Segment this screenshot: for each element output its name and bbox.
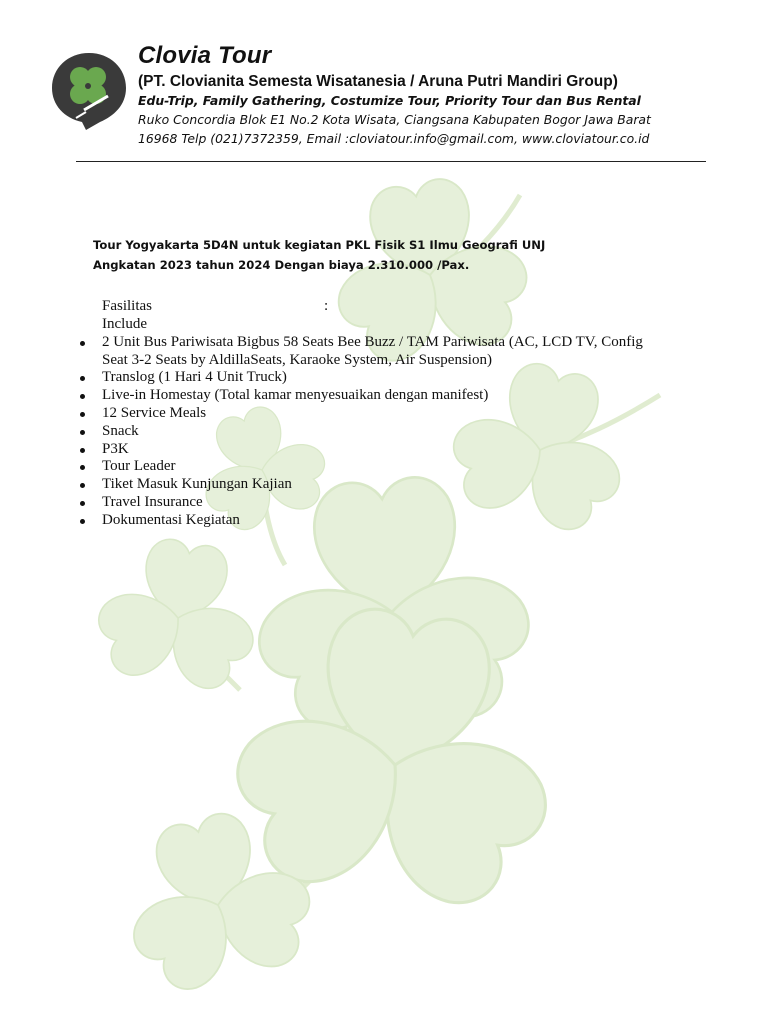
list-item-text: Dokumentasi Kegiatan — [102, 511, 240, 528]
include-list — [80, 334, 660, 530]
company-address — [138, 110, 698, 148]
header-divider — [76, 161, 706, 162]
list-item — [80, 334, 660, 370]
list-item-text: Tour Leader — [102, 458, 176, 475]
address-line-2: 16968 Telp (021)7372359, Email :cloviatour.info@gmail.com, www.cloviatour.co.id — [138, 131, 650, 146]
facilities-section — [80, 298, 660, 530]
bullet-icon — [80, 430, 85, 435]
list-item — [80, 441, 660, 459]
list-item — [80, 512, 660, 530]
list-item-text: 2 Unit Bus Pariwisata Bigbus 58 Seats Bee Buzz / TAM Pariwisata (AC, LCD TV, Config Seat 3-2 Seats by AldillaSeats, Karaoke System, Air Suspension) — [102, 333, 643, 368]
bullet-icon — [80, 519, 85, 524]
bullet-icon — [80, 376, 85, 381]
list-item — [80, 458, 660, 476]
company-name: Clovia Tour — [138, 42, 272, 69]
bullet-icon — [80, 394, 85, 399]
bullet-icon — [80, 501, 85, 506]
address-line-1: Ruko Concordia Blok E1 No.2 Kota Wisata, Ciangsana Kabupaten Bogor Jawa Barat — [138, 112, 651, 127]
bullet-icon — [80, 412, 85, 417]
tour-title-line-2: Angkatan 2023 tahun 2024 Dengan biaya 2.310.000 /Pax. — [93, 258, 470, 272]
company-legal-name: (PT. Clovianita Semesta Wisatanesia / Aruna Putri Mandiri Group) — [138, 73, 618, 90]
list-item-text: Travel Insurance — [102, 493, 203, 510]
list-item — [80, 369, 660, 387]
include-label: Include — [102, 316, 147, 332]
list-item — [80, 423, 660, 441]
list-item-text: Live-in Homestay (Total kamar menyesuaikan dengan manifest) — [102, 387, 489, 404]
list-item-text: Translog (1 Hari 4 Unit Truck) — [102, 369, 287, 386]
company-tagline: Edu-Trip, Family Gathering, Costumize Tour, Priority Tour dan Bus Rental — [138, 93, 641, 108]
bullet-icon — [80, 483, 85, 488]
list-item-text: Tiket Masuk Kunjungan Kajian — [102, 476, 292, 493]
bullet-icon — [80, 448, 85, 453]
list-item-text: 12 Service Meals — [102, 404, 207, 421]
facilities-colon: : — [324, 298, 329, 314]
list-item-text: Snack — [102, 422, 139, 439]
list-item — [80, 387, 660, 405]
list-item — [80, 494, 660, 512]
bullet-icon — [80, 465, 85, 470]
tour-title — [93, 235, 613, 275]
facilities-label: Fasilitas — [102, 298, 153, 314]
clover-logo-icon — [48, 50, 130, 132]
list-item — [80, 476, 660, 494]
tour-title-line-1: Tour Yogyakarta 5D4N untuk kegiatan PKL Fisik S1 Ilmu Geografi UNJ — [93, 238, 546, 252]
list-item-text: P3K — [102, 440, 129, 457]
bullet-icon — [80, 341, 85, 346]
facilities-label-row — [80, 298, 660, 316]
list-item — [80, 405, 660, 423]
